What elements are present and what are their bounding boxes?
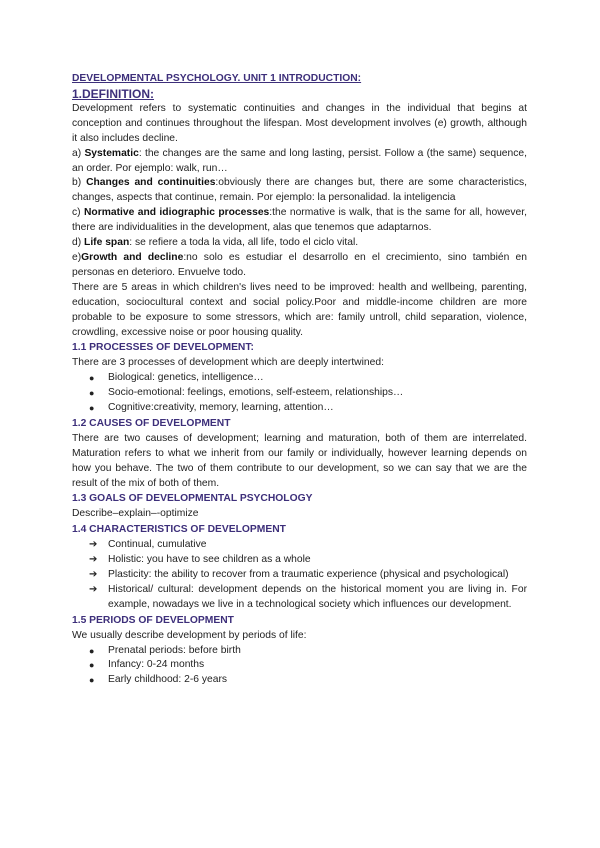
arrow-icon: ➔ [89,539,98,551]
list-item-text: Cognitive:creativity, memory, learning, attention… [108,402,334,414]
document-title: DEVELOPMENTAL PSYCHOLOGY. UNIT 1 INTRODUCTION: [72,73,362,84]
item-term: Changes and continuities [86,177,216,189]
item-text: : the changes are the same and long lasting, persist. Follow a (the same) sequence, an order. Por ejemplo: walk, run… [72,147,527,174]
bullet-dot-icon: ● [89,388,95,399]
item-text: :the normative is walk, that is the same for all, however, there are individualities in the development, alas que tenemos que adaptarnos. [72,207,528,234]
bullet-dot-icon: ● [89,660,95,671]
item-term: Systematic [84,147,139,159]
item-prefix: c) [72,207,84,219]
causes-paragraph: There are two causes of development; learning and maturation, both of them are interrelated. Maturation refers to what we inherit from our family or individually, however learning depends on how you behave. The two of them contribute to our development, so we can say that we are the result of the mix of both of them. [72,432,527,489]
definition-item-c [72,206,527,236]
list-item-text: Holistic: you have to see children as a whole [108,554,311,566]
bullet-dot-icon: ● [89,645,95,656]
arrow-icon: ➔ [89,554,98,566]
bullet-dot-icon: ● [89,675,95,686]
processes-intro: There are 3 processes of development which are deeply intertwined: [72,357,384,369]
definition-intro: Development refers to systematic continuities and changes in the individual that begins at conception and continues throughout the lifespan. Most development involves (e) growth, although it also includes decline. [72,102,527,144]
list-item-text: Historical/ cultural: development depends on the historical moment you are living in. For example, nowadays we live in a technological society which influences our development. [108,583,527,610]
definition-item-a [72,147,527,177]
list-item [72,673,527,688]
list-item [72,568,527,583]
list-item [72,658,527,673]
causes-heading: 1.2 CAUSES OF DEVELOPMENT [72,417,231,429]
areas-paragraph: There are 5 areas in which children's lives need to be improved: health and wellbeing, parenting, education, sociocultural context and social policy.Poor and middle-income children are more probable to be exposure to some stressors, which are: family untroll, child separation, violence, crowdling, excessive noise or poor housing quality. [72,281,527,338]
characteristics-list [72,538,527,613]
bullet-dot-icon: ● [89,373,95,384]
item-term: Life span [84,237,130,249]
item-prefix: e) [72,251,82,263]
item-text: : se refiere a toda la vida, all life, todo el ciclo vital. [129,237,359,249]
processes-heading: 1.1 PROCESSES OF DEVELOPMENT: [72,342,254,354]
list-item-text: Continual, cumulative [108,539,207,551]
item-text: :obviously there are changes but, there are some characteristics, changes, aspects that continue, remain. Por ejemplo: la personalidad. la inteligencia [72,177,527,204]
item-prefix: b) [72,177,87,189]
bullet-dot-icon: ● [89,403,95,414]
document-page [72,72,527,688]
arrow-icon: ➔ [89,583,98,595]
list-item-text: Plasticity: the ability to recover from a traumatic experience (physical and psychological) [108,569,509,580]
list-item [72,553,527,568]
definition-item-b [72,176,527,206]
item-prefix: a) [72,147,85,159]
list-item-text: Socio-emotional: feelings, emotions, self-esteem, relationships… [108,387,404,399]
list-item [72,538,527,553]
definition-item-d [72,236,527,251]
list-item [72,371,527,386]
periods-list [72,644,527,689]
list-item [72,583,527,613]
list-item-text: Infancy: 0-24 months [108,659,205,671]
item-term: Growth and decline [81,251,184,263]
arrow-icon: ➔ [89,569,98,580]
item-text: :no solo es estudiar el desarrollo en el crecimiento, sino también en personas en deterioro. Envuelve todo. [72,251,528,278]
definition-item-e [72,251,527,281]
item-term: Normative and idiographic processes [83,207,270,219]
periods-heading: 1.5 PERIODS OF DEVELOPMENT [72,614,234,626]
list-item-text: Prenatal periods: before birth [108,644,241,656]
goals-heading: 1.3 GOALS OF DEVELOPMENTAL PSYCHOLOGY [72,493,313,505]
list-item [72,644,527,659]
item-prefix: d) [72,237,85,249]
periods-intro: We usually describe development by periods of life: [72,629,307,641]
list-item [72,386,527,401]
definition-heading: 1.DEFINITION: [72,86,155,101]
processes-list [72,371,527,416]
list-item [72,401,527,416]
list-item-text: Early childhood: 2-6 years [108,674,228,686]
goals-text: Describe–explain–-optimize [72,508,199,520]
characteristics-heading: 1.4 CHARACTERISTICS OF DEVELOPMENT [72,524,286,536]
list-item-text: Biological: genetics, intelligence… [108,372,264,384]
